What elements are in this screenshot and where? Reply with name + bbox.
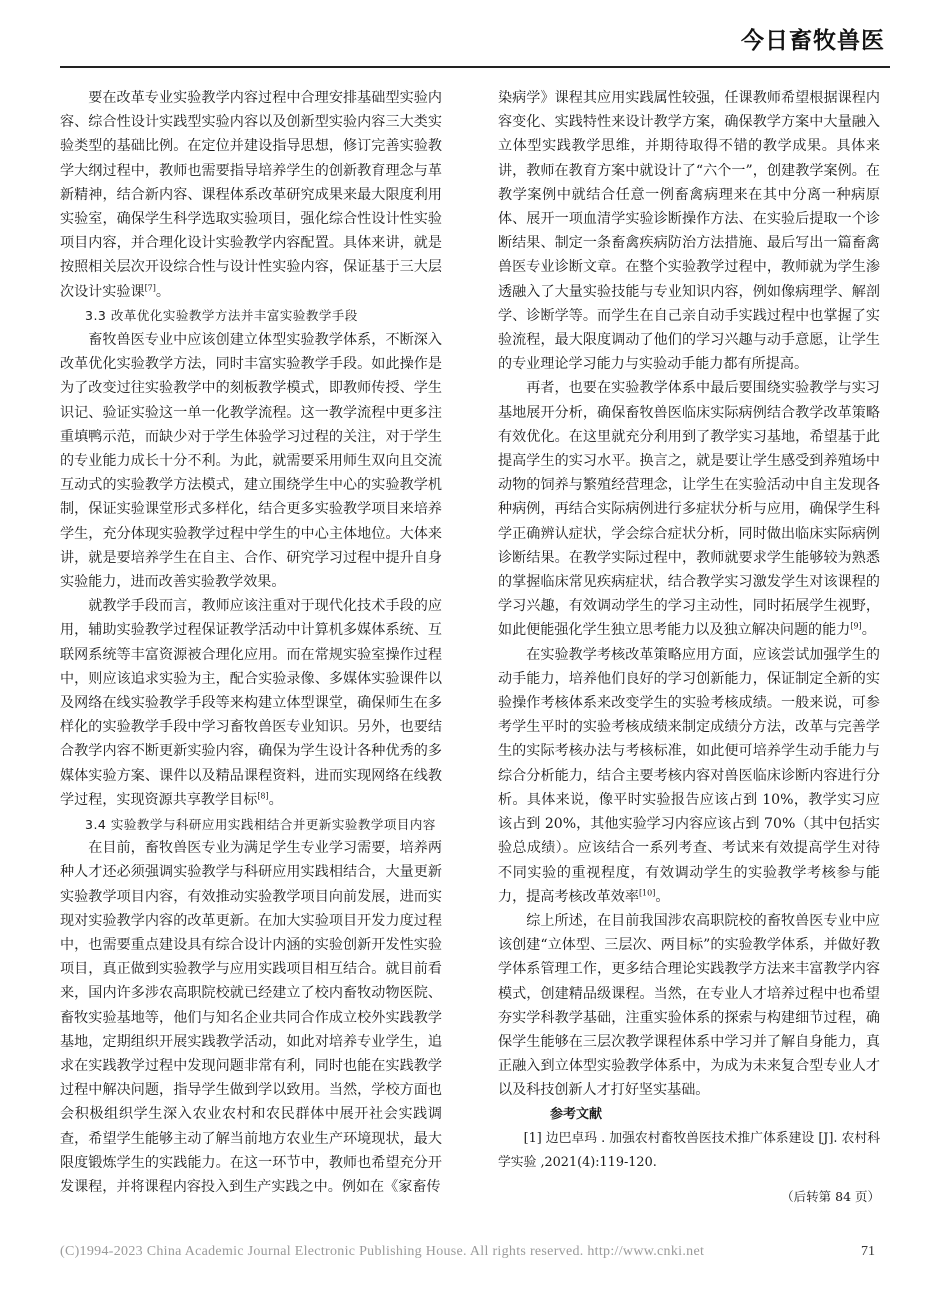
paragraph: 在实验教学考核改革策略应用方面，应该尝试加强学生的动手能力，培养他们良好的学习创新能力，保证制定全新的实验操作考核体系来改变学生的实验考核成绩。一般来说，可参考学生平时的实验考核成绩来制定成绩分方法，改革与完善学生的实际考核办法与考核标准，如此便可培养学生动手能力与综合分析能力，结合主要考核内容对兽医临床诊断内容进行分析。具体来说，像平时实验报告应该占到 10%，教学实习应该占到 20%，其他实验学习内容应该占到 70%（其中包括实验总成绩）。应该结合一系列考查、考试来有效提高学生对待不同实验的重视程度，有效调动学生的实验教学考核参与能力，提高考核改革效率[10]。 bbox=[498, 646, 880, 905]
header-rule bbox=[60, 66, 890, 68]
paragraph: 要在改革专业实验教学内容过程中合理安排基础型实验内容、综合性设计实践型实验内容以及创新型实验内容三大类实验类型的基础比例。在定位并建设指导思想，修订完善实验教学大纲过程中，教师也需要指导培养学生的创新教育理念与革新精神，结合新内容、课程体系改革研究成果来最大限度利用实验室，确保学生科学选取实验项目，强化综合性设计性实验项目内容，并合理化设计实验教学内容配置。具体来讲，就是按照相关层次开设综合性与设计性实验内容，保证基于三大层次设计实验课[7]。 bbox=[60, 90, 442, 300]
section-heading-3-4: 3.4 实验教学与科研应用实践相结合并更新实验教学项目内容 bbox=[85, 817, 436, 833]
section-heading-3-3: 3.3 改革优化实验教学方法并丰富实验教学手段 bbox=[85, 307, 358, 323]
paragraph: 染病学》课程其应用实践属性较强，任课教师希望根据课程内容变化、实践特性来设计教学方案，确保教学方案中大量融入立体型实践教学思维，并期待取得不错的教学成果。具体来讲，教师在教育方案中就设计了“六个一”，创建教学案例。在教学案例中就结合任意一例畜禽病理来在其中分离一种病原体、展开一项血清学实验诊断操作方法、在实验后提取一个诊断结果、制定一条畜禽疾病防治方法措施、最后写出一篇畜禽兽医专业诊断文章。在整个实验教学过程中，教师就为学生渗透融入了大量实验技能与专业知识内容，例如像病理学、解剖学、诊断学等。而学生在自己亲自动手实践过程中也掌握了实验流程，最大限度调动了他们的学习兴趣与动手意愿，让学生的专业理论学习能力与实验动手能力都有所提高。 bbox=[498, 90, 880, 373]
citation-ref: [9] bbox=[850, 621, 862, 631]
copyright-footer: (C)1994-2023 China Academic Journal Electronic Publishing House. All rights reserved. http://www.cnki.net bbox=[60, 1244, 705, 1259]
citation-ref: [8] bbox=[257, 791, 269, 801]
right-column bbox=[498, 86, 880, 1209]
citation-ref: [10] bbox=[638, 888, 656, 898]
left-column bbox=[60, 86, 442, 1199]
paragraph: 再者，也要在实验教学体系中最后要围绕实验教学与实习基地展开分析，确保畜牧兽医临床实际病例结合教学改革策略有效优化。在这里就充分利用到了教学实习基地，希望基于此提高学生的实习水平。换言之，就是要让学生感受到养殖场中动物的饲养与繁殖经营理念，让学生在实验活动中自主发现各种病例，再结合实际病例进行多症状分析与应用，确保学生科学正确辨认症状，学会综合症状分析，同时做出临床实际病例诊断结果。在教学实际过程中，教师就要求学生能够较为熟悉的掌握临床常见疾病症状，结合教学实习激发学生对该课程的学习兴趣，有效调动学生的学习主动性，同时拓展学生视野，如此便能强化学生独立思考能力以及独立解决问题的能力[9]。 bbox=[498, 380, 880, 639]
page-number: 71 bbox=[861, 1244, 875, 1259]
references-heading: 参考文献 bbox=[550, 1106, 603, 1122]
paragraph: 综上所述，在目前我国涉农高职院校的畜牧兽医专业中应该创建“立体型、三层次、两目标”的实验教学体系，并做好教学体系管理工作，更多结合理论实践教学方法来丰富教学内容模式，创建精品级课程。当然，在专业人才培养过程中也希望夯实学科教学基础，注重实验体系的探索与构建细节过程，确保学生能够在三层次教学课程体系中学习并了解自身能力，真正融入到立体型实验教学体系中，为成为未来复合型专业人才以及科技创新人才打好坚实基础。 bbox=[498, 912, 880, 1099]
citation-ref: [7] bbox=[144, 282, 156, 292]
paragraph: 就教学手段而言，教师应该注重对于现代化技术手段的应用，辅助实验教学过程保证教学活动中计算机多媒体系统、互联网系统等丰富资源被合理化应用。而在常规实验室操作过程中，则应该追求实验为主，配合实验录像、多媒体实验课件以及网络在线实验教学手段等来构建立体型课堂，确保师生在多样化的实验教学手段中学习畜牧兽医专业知识。另外，也要结合教学内容不断更新实验内容，确保为学生设计各种优秀的多媒体实验方案、课件以及精品课程资料，进而实现网络在线教学过程，实现资源共享教学目标[8]。 bbox=[60, 598, 442, 808]
continued-note: （后转第 84 页） bbox=[781, 1188, 880, 1204]
reference-item: [1] 边巴卓玛 . 加强农村畜牧兽医技术推广体系建设 [J]. 农村科学实验 ,2021(4):119-120. bbox=[498, 1130, 880, 1170]
paragraph: 畜牧兽医专业中应该创建立体型实验教学体系，不断深入改革优化实验教学方法，同时丰富实验教学手段。如此操作是为了改变过往实验教学中的刻板教学模式，即教师传授、学生识记、验证实验这一单一化教学流程。这一教学流程中更多注重填鸭示范，而缺少对于学生体验学习过程的关注，对于学生的专业能力成长十分不利。为此，就需要采用师生双向且交流互动式的实验教学方法模式，建立围绕学生中心的实验教学机制，保证实验课堂形式多样化，结合更多实验教学项目来培养学生，充分体现实验教学过程中学生的中心主体地位。大体来讲，就是要培养学生在自主、合作、研究学习过程中提升自身实验能力，进而改善实验教学效果。 bbox=[60, 332, 442, 591]
paragraph: 在目前，畜牧兽医专业为满足学生专业学习需要，培养两种人才还必须强调实验教学与科研应用实践相结合，大量更新实验教学项目内容，有效推动实验教学项目向前发展，进而实现对实验教学内容的改革更新。在加大实验项目开发力度过程中，也需要重点建设具有综合设计内涵的实验创新开发性实验项目，真正做到实验教学与应用实践项目相互结合。就目前看来，国内许多涉农高职院校就已经建立了校内畜牧动物医院、畜牧实验基地等，他们与知名企业共同合作成立校外实践教学基地，定期组织开展实践教学活动，如此对培养专业学生，追求在实践教学过程中发现问题非常有利，同时也能在实践教学过程中解决问题，指导学生做到学以致用。当然，学校方面也会积极组织学生深入农业农村和农民群体中展开社会实践调查，希望学生能够主动了解当前地方农业生产环境现状，最大限度锻炼学生的实践能力。在这一环节中，教师也希望充分开发课程，并将课程内容投入到生产实践之中。例如在《家畜传 bbox=[60, 840, 442, 1195]
journal-title: 今日畜牧兽医 bbox=[741, 28, 885, 54]
